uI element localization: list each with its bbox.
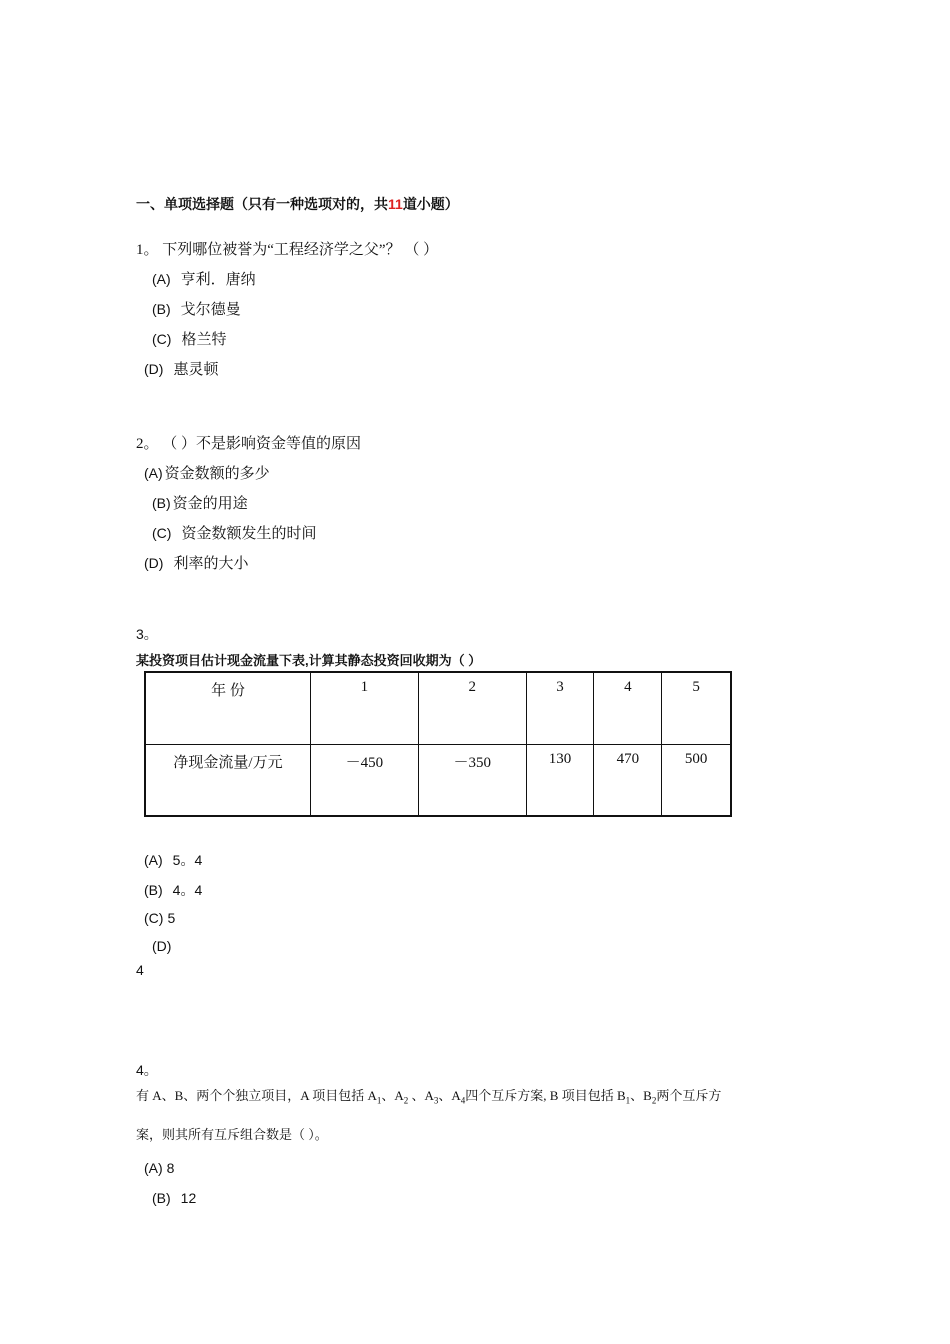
q3-option-d-text[interactable]: 4	[136, 962, 144, 978]
table-cell: 5	[662, 672, 731, 744]
q4-text: 、A	[381, 1088, 404, 1103]
subscript: 1	[625, 1095, 631, 1106]
q3-option-a-text: 5。4	[172, 852, 203, 868]
q2-option-a-label: (A)	[144, 465, 163, 481]
subscript: 2	[403, 1095, 409, 1106]
q2-option-d[interactable]	[144, 552, 248, 573]
table-cell: －450	[311, 744, 419, 816]
q4-text: 、A	[438, 1088, 461, 1103]
question-count: 11	[388, 196, 403, 212]
q1-option-b-text: 戈尔德曼	[180, 302, 241, 318]
q1-option-b-label: (B)	[152, 301, 171, 317]
table-row	[145, 744, 731, 816]
q2-option-d-text: 利率的大小	[173, 556, 249, 572]
q4-number: 4。	[136, 1062, 158, 1078]
q1-option-a[interactable]	[152, 268, 256, 289]
q2-option-c-label: (C)	[152, 525, 172, 541]
q3-number: 3。	[136, 626, 158, 642]
q4-option-a[interactable]	[144, 1160, 174, 1176]
q4-option-b-label: (B)	[152, 1190, 171, 1206]
q4-stem-line2: 案，则其所有互斥组合数是（ ）。	[136, 1127, 328, 1142]
section-title	[136, 194, 459, 214]
q4-stem-line1	[136, 1085, 721, 1106]
q1-stem: 1。 下列哪位被誉为“工程经济学之父”？ （ ）	[136, 242, 439, 258]
table-cell: 净现金流量/万元	[145, 744, 311, 816]
q4-text: 两个互斥方	[656, 1088, 722, 1103]
q1-option-a-text: 亨利．唐纳	[180, 272, 256, 288]
table-cell: 3	[526, 672, 594, 744]
q4-option-a-label: (A)	[144, 1160, 163, 1176]
q3-option-b-text: 4。4	[172, 882, 203, 898]
subscript: 1	[376, 1095, 382, 1106]
q2-stem: 2。 （ ）不是影响资金等值的原因	[136, 436, 362, 452]
q3-option-c-text: 5	[167, 910, 176, 926]
q3-option-a[interactable]	[144, 850, 202, 870]
subscript: 4	[460, 1095, 466, 1106]
q2-option-a-text: 资金数额的多少	[164, 466, 270, 482]
table-cell: 年 份	[145, 672, 311, 744]
section-title-pre: 一、单项选择题（只有一种选项对的，共	[136, 196, 388, 212]
q1-option-b[interactable]	[152, 298, 241, 319]
q2-option-b-label: (B)	[152, 495, 171, 511]
section-title-post: 道小题）	[402, 196, 459, 212]
q3-option-b[interactable]	[144, 880, 202, 900]
q1-option-a-label: (A)	[152, 271, 171, 287]
q4-text: 四个互斥方案, B 项目包括 B	[465, 1088, 626, 1103]
q1-option-c-label: (C)	[152, 331, 172, 347]
q3-option-d-label-text: (D)	[152, 938, 172, 954]
q4-text: 有 A、B、两个个独立项目，A 项目包括 A	[136, 1088, 377, 1103]
q1-option-c-text: 格兰特	[181, 332, 227, 348]
q1-option-c[interactable]	[152, 328, 226, 349]
table-cell: 130	[526, 744, 594, 816]
table-cell: 500	[662, 744, 731, 816]
q1-option-d-label: (D)	[144, 361, 164, 377]
q2-option-c-text: 资金数额发生的时间	[181, 526, 317, 542]
subscript: 3	[433, 1095, 439, 1106]
cash-flow-table	[144, 671, 732, 817]
table-cell: 2	[418, 672, 526, 744]
q3-stem: 某投资项目估计现金流量下表,计算其静态投资回收期为（ ）	[136, 653, 482, 668]
q1-option-d[interactable]	[144, 358, 218, 379]
q4-option-b-text: 12	[180, 1190, 197, 1206]
q4-option-a-text: 8	[166, 1160, 175, 1176]
table-row	[145, 672, 731, 744]
q2-option-b[interactable]	[152, 492, 248, 513]
q2-option-b-text: 资金的用途	[172, 496, 248, 512]
q2-option-d-label: (D)	[144, 555, 164, 571]
table-cell: －350	[418, 744, 526, 816]
q2-option-a[interactable]	[144, 462, 270, 483]
table-cell: 1	[311, 672, 419, 744]
q1-option-d-text: 惠灵顿	[173, 362, 219, 378]
q4-text: 、B	[630, 1088, 652, 1103]
table-cell: 4	[594, 672, 662, 744]
q3-option-c-label: (C)	[144, 910, 164, 926]
q3-option-a-label: (A)	[144, 852, 163, 868]
q2-option-c[interactable]	[152, 522, 316, 543]
q3-option-d-label[interactable]	[152, 938, 181, 954]
subscript: 2	[651, 1095, 657, 1106]
table-cell: 470	[594, 744, 662, 816]
q3-option-b-label: (B)	[144, 882, 163, 898]
q4-text: 、A	[408, 1088, 434, 1103]
q4-option-b[interactable]	[152, 1190, 196, 1206]
q3-option-c[interactable]	[144, 910, 175, 926]
